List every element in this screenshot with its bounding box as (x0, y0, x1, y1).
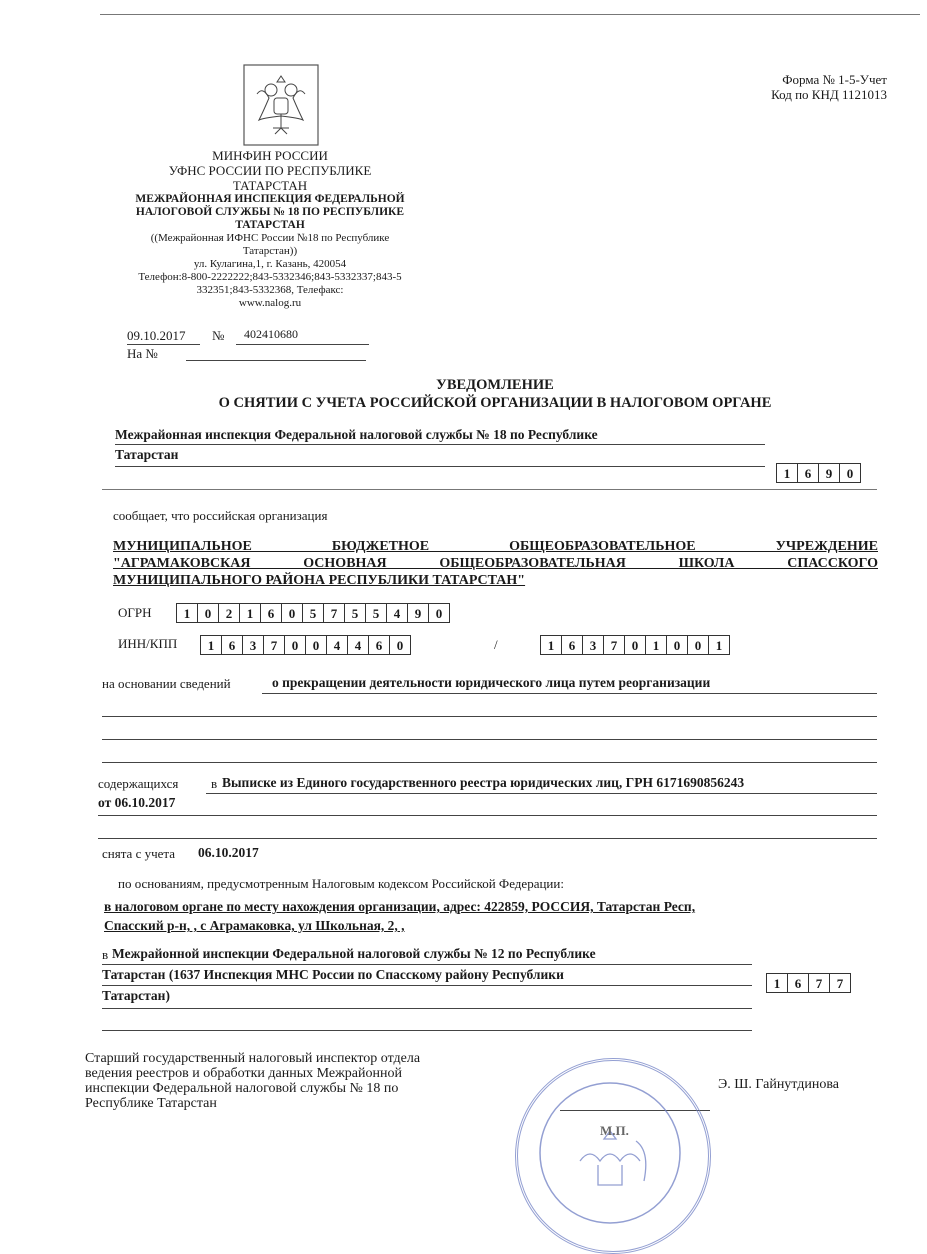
basis-line-3 (102, 739, 877, 740)
basis-line-4 (102, 762, 877, 763)
divider (102, 489, 877, 490)
authority-underline-2 (115, 466, 765, 467)
code-cell: 7 (808, 973, 830, 993)
doc-number: 402410680 (244, 327, 298, 341)
authority-line-2: Татарстан (115, 447, 179, 462)
issuer-block (110, 148, 430, 310)
new-authority-line-1: Межрайонной инспекции Федеральной налоговой службы № 12 по Республике (112, 946, 596, 961)
issuer-phone-1: Телефон:8-800-2222222;843-5332346;843-5332337;843-5 (138, 271, 402, 283)
org-line-3: МУНИЦИПАЛЬНОГО РАЙОНА РЕСПУБЛИКИ ТАТАРСТАН" (113, 573, 526, 588)
signer-line-1: Старший государственный налоговый инспектор отдела (85, 1051, 421, 1066)
inn-cell: 7 (263, 635, 285, 655)
inn-kpp-separator: / (494, 637, 498, 652)
issuer-ministry: МИНФИН РОССИИ (212, 148, 328, 163)
code-cell: 6 (787, 973, 809, 993)
contained-label: содержащихся (98, 776, 179, 791)
kpp-cell: 3 (582, 635, 604, 655)
doc-date: 09.10.2017 (127, 328, 186, 343)
ogrn-cell: 5 (344, 603, 366, 623)
ogrn-cell: 5 (302, 603, 324, 623)
inn-cell: 0 (305, 635, 327, 655)
ogrn-cell: 1 (176, 603, 198, 623)
issuer-site: www.nalog.ru (238, 297, 302, 309)
grounds-text: по основаниям, предусмотренным Налоговым кодексом Российской Федерации: (118, 876, 564, 891)
signer-block (85, 1051, 420, 1111)
inn-cell: 3 (242, 635, 264, 655)
page-title (100, 376, 890, 412)
inn-cell: 1 (200, 635, 222, 655)
reports-text: сообщает, что российская организация (113, 508, 328, 523)
ogrn-cells (176, 603, 449, 623)
ogrn-cell: 1 (239, 603, 261, 623)
organization-name (113, 538, 878, 589)
new-authority-prefix: в (102, 947, 109, 962)
ogrn-cell: 0 (428, 603, 450, 623)
form-name: Форма № 1-5-Учет (782, 72, 887, 87)
issuer-short-2: Татарстан)) (242, 245, 298, 257)
contained-underline-2 (98, 815, 877, 816)
removed-date: 06.10.2017 (198, 845, 259, 860)
emblem-icon (243, 64, 319, 146)
title-line-2: О СНЯТИИ С УЧЕТА РОССИЙСКОЙ ОРГАНИЗАЦИИ В НАЛОГОВОМ ОРГАНЕ (218, 395, 772, 411)
form-knd: Код по КНД 1121013 (771, 87, 887, 102)
kpp-cell: 1 (540, 635, 562, 655)
kpp-cell: 7 (603, 635, 625, 655)
issuer-address: ул. Кулагина,1, г. Казань, 420054 (193, 258, 347, 270)
contained-prefix: в (211, 776, 218, 791)
issuer-ufns2: ТАТАРСТАН (232, 178, 308, 193)
inn-label: ИНН/КПП (118, 636, 178, 651)
kpp-cell: 1 (708, 635, 730, 655)
kpp-cell: 0 (666, 635, 688, 655)
doc-number-line (236, 344, 369, 345)
issuer-inspection-3: ТАТАРСТАН (235, 219, 305, 231)
new-authority-underline-1 (102, 964, 752, 965)
new-authority-code (766, 973, 850, 993)
inn-cell: 4 (326, 635, 348, 655)
title-line-1: УВЕДОМЛЕНИЕ (436, 377, 554, 393)
place-line-2: Спасский р-н, , с Аграмаковка, ул Школьная, 2, , (104, 918, 405, 933)
code-cell: 0 (839, 463, 861, 483)
signer-line-3: инспекции Федеральной налоговой службы № 18 по (85, 1081, 399, 1096)
new-authority-line-2: Татарстан (1637 Инспекция МНС России по Спасскому району Республики (102, 967, 564, 982)
kpp-cell: 0 (687, 635, 709, 655)
kpp-cell: 6 (561, 635, 583, 655)
new-authority-line-3: Татарстан) (102, 988, 170, 1003)
signer-line-2: ведения реестров и обработки данных Межрайонной (85, 1066, 402, 1081)
ogrn-cell: 5 (365, 603, 387, 623)
authority-underline-1 (115, 444, 765, 445)
code-cell: 7 (829, 973, 851, 993)
doc-na-line (186, 360, 366, 361)
code-cell: 1 (766, 973, 788, 993)
ogrn-cell: 9 (407, 603, 429, 623)
inn-cells (200, 635, 410, 655)
kpp-cell: 0 (624, 635, 646, 655)
doc-no-label: № (212, 328, 225, 343)
inn-cell: 4 (347, 635, 369, 655)
new-authority-underline-4 (102, 1030, 752, 1031)
issuer-short-1: ((Межрайонная ИФНС России №18 по Республике (150, 232, 390, 244)
basis-underline (262, 693, 877, 694)
place-line-1: в налоговом органе по месту нахождения организации, адрес: 422859, РОССИЯ, Татарстан Респ, (104, 899, 696, 914)
basis-label: на основании сведений (102, 676, 231, 691)
removed-label: снята с учета (102, 846, 176, 861)
new-authority-underline-2 (102, 985, 752, 986)
ogrn-cell: 2 (218, 603, 240, 623)
issuer-inspection-2: НАЛОГОВОЙ СЛУЖБЫ № 18 ПО РЕСПУБЛИКЕ (135, 206, 405, 218)
ogrn-cell: 4 (386, 603, 408, 623)
kpp-cells (540, 635, 729, 655)
doc-date-line (127, 344, 200, 345)
contained-underline-1 (206, 793, 877, 794)
inn-cell: 0 (284, 635, 306, 655)
org-line-1: МУНИЦИПАЛЬНОЕ БЮДЖЕТНОЕ ОБЩЕОБРАЗОВАТЕЛЬНОЕ УЧРЕЖДЕНИЕ (113, 539, 878, 554)
ogrn-cell: 7 (323, 603, 345, 623)
issuer-inspection-1: МЕЖРАЙОННАЯ ИНСПЕКЦИЯ ФЕДЕРАЛЬНОЙ (135, 193, 405, 205)
authority-line-1: Межрайонная инспекция Федеральной налоговой службы № 18 по Республике (115, 427, 598, 442)
stamp-mp: М.П. (600, 1123, 629, 1138)
contained-value-2: от 06.10.2017 (98, 795, 176, 810)
contained-line-3 (98, 838, 877, 839)
authority-code (776, 463, 860, 483)
inn-cell: 6 (368, 635, 390, 655)
ogrn-cell: 0 (281, 603, 303, 623)
ogrn-cell: 0 (197, 603, 219, 623)
contained-value-1: Выписке из Единого государственного реестра юридических лиц, ГРН 6171690856243 (222, 775, 745, 790)
code-cell: 6 (797, 463, 819, 483)
scan-edge (100, 14, 920, 15)
ogrn-label: ОГРН (118, 605, 152, 620)
code-cell: 9 (818, 463, 840, 483)
org-line-2: "АГРАМАКОВСКАЯ ОСНОВНАЯ ОБЩЕОБРАЗОВАТЕЛЬНАЯ ШКОЛА СПАССКОГО (113, 556, 878, 571)
new-authority-underline-3 (102, 1008, 752, 1009)
issuer-ufns: УФНС РОССИИ ПО РЕСПУБЛИКЕ (168, 163, 372, 178)
ogrn-cell: 6 (260, 603, 282, 623)
code-cell: 1 (776, 463, 798, 483)
issuer-phone-2: 332351;843-5332368, Телефакс: (196, 284, 344, 296)
basis-line-2 (102, 716, 877, 717)
signer-line-4: Республике Татарстан (85, 1096, 217, 1111)
signer-name: Э. Ш. Гайнутдинова (718, 1077, 839, 1092)
doc-na-label: На № (127, 346, 158, 361)
form-info (771, 72, 887, 102)
inn-cell: 0 (389, 635, 411, 655)
basis-value: о прекращении деятельности юридического лица путем реорганизации (272, 675, 711, 690)
official-stamp (515, 1058, 711, 1254)
inn-cell: 6 (221, 635, 243, 655)
kpp-cell: 1 (645, 635, 667, 655)
